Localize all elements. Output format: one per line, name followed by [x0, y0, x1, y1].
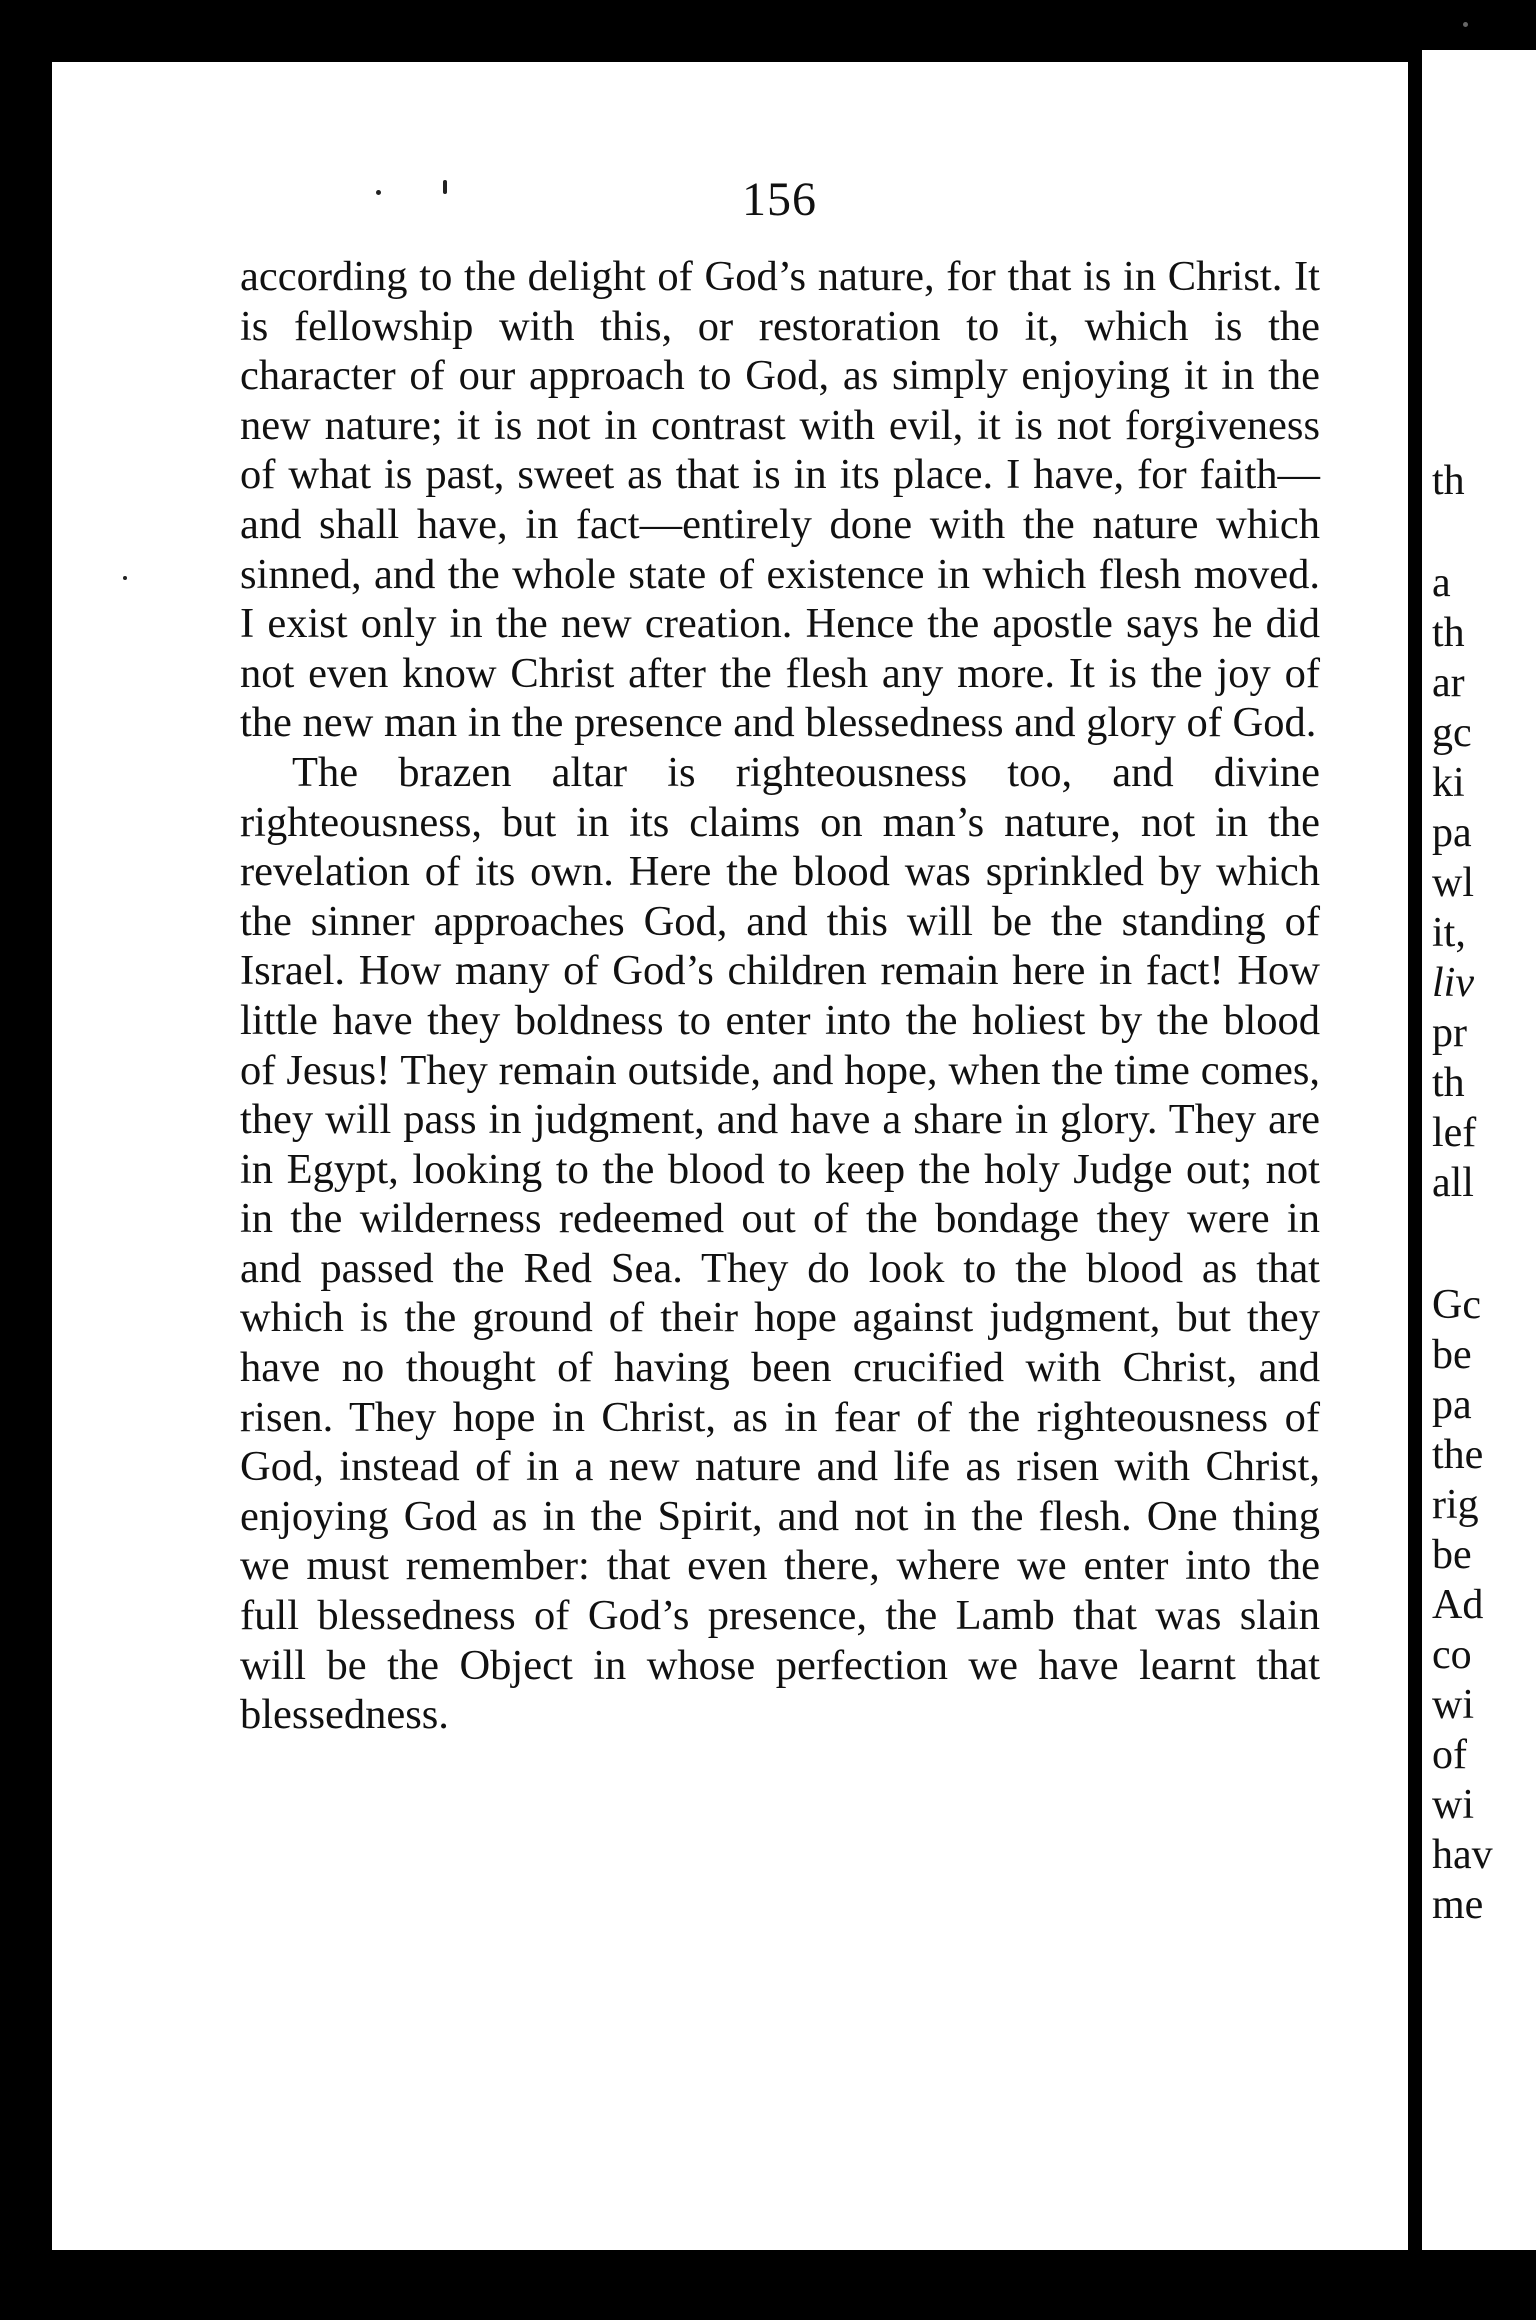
right-page-fragment: liv: [1432, 960, 1474, 1006]
right-page-fragment: be: [1432, 1532, 1472, 1578]
right-page-fragment: ar: [1432, 660, 1465, 706]
right-page-fragment: wl: [1432, 860, 1474, 906]
right-page-fragment: co: [1432, 1632, 1472, 1678]
right-page-fragment: it,: [1432, 910, 1466, 956]
right-page-fragment: th: [1432, 1060, 1465, 1106]
right-page-fragment: Gc: [1432, 1282, 1481, 1328]
right-page-fragment: a: [1432, 560, 1451, 606]
scan-speck: [443, 180, 447, 194]
right-page-fragment: of: [1432, 1732, 1467, 1778]
right-page-fragment: Ad: [1432, 1582, 1484, 1628]
right-page-fragment: pa: [1432, 1382, 1472, 1428]
right-page-fragment: th: [1432, 610, 1465, 656]
paragraph-2: The brazen altar is righteousness too, and divine righteousness, but in its claims on man’s nature, not in the revelation of its own. Here the blood was sprinkled by which the sinner approaches God, and this will be the standing of Israel. How many of God’s children remain here in fact! How little have they boldness to enter into the holiest by the blood of Jesus! They remain outside, and hope, when the time comes, they will pass in judgment, and have a share in glory. They are in Egypt, looking to the blood to keep the holy Judge out; not in the wilderness redeemed out of the bondage they were in and passed the Red Sea. They do look to the blood as that which is the ground of their hope against judgment, but they have no thought of having been crucified with Christ, and risen. They hope in Christ, as in fear of the righteousness of God, instead of in a new nature and life as risen with Christ, enjoying God as in the Spirit, and not in the flesh. One thing we must remember: that even there, where we enter into the full blessedness of God’s presence, the Lamb that was slain will be the Object in whose perfection we have learnt that blessedness.: [240, 748, 1320, 1739]
right-page-fragment: all: [1432, 1160, 1474, 1206]
right-page-fragment: gc: [1432, 710, 1472, 756]
right-page: [1422, 50, 1536, 2250]
right-page-fragment: wi: [1432, 1782, 1474, 1828]
page-number: 156: [742, 173, 817, 226]
right-page-fragment: hav: [1432, 1832, 1493, 1878]
body-text: [240, 252, 1320, 1740]
right-page-fragment: ki: [1432, 760, 1465, 806]
right-page-fragment: lef: [1432, 1110, 1477, 1156]
scan-speck: [376, 190, 381, 195]
right-page-fragment: pa: [1432, 810, 1472, 856]
right-page-fragment: be: [1432, 1332, 1472, 1378]
right-page-fragment: pr: [1432, 1010, 1467, 1056]
right-page-fragment: wi: [1432, 1682, 1474, 1728]
right-page-fragment: me: [1432, 1882, 1484, 1928]
right-page-fragment: th: [1432, 458, 1465, 504]
scan-speck: [1463, 22, 1468, 27]
right-page-fragment: rig: [1432, 1482, 1479, 1528]
right-page-fragment: the: [1432, 1432, 1484, 1478]
paragraph-1: according to the delight of God’s nature, for that is in Christ. It is fellowship with this, or restoration to it, which is the character of our approach to God, as simply enjoying it in the new nature; it is not in contrast with evil, it is not forgiveness of what is past, sweet as that is in its place. I have, for faith—and shall have, in fact—entirely done with the nature which sinned, and the whole state of existence in which flesh moved. I exist only in the new creation. Hence the apostle says he did not even know Christ after the flesh any more. It is the joy of the new man in the presence and blessedness and glory of God.: [240, 253, 1320, 747]
scan-speck: [123, 576, 127, 580]
